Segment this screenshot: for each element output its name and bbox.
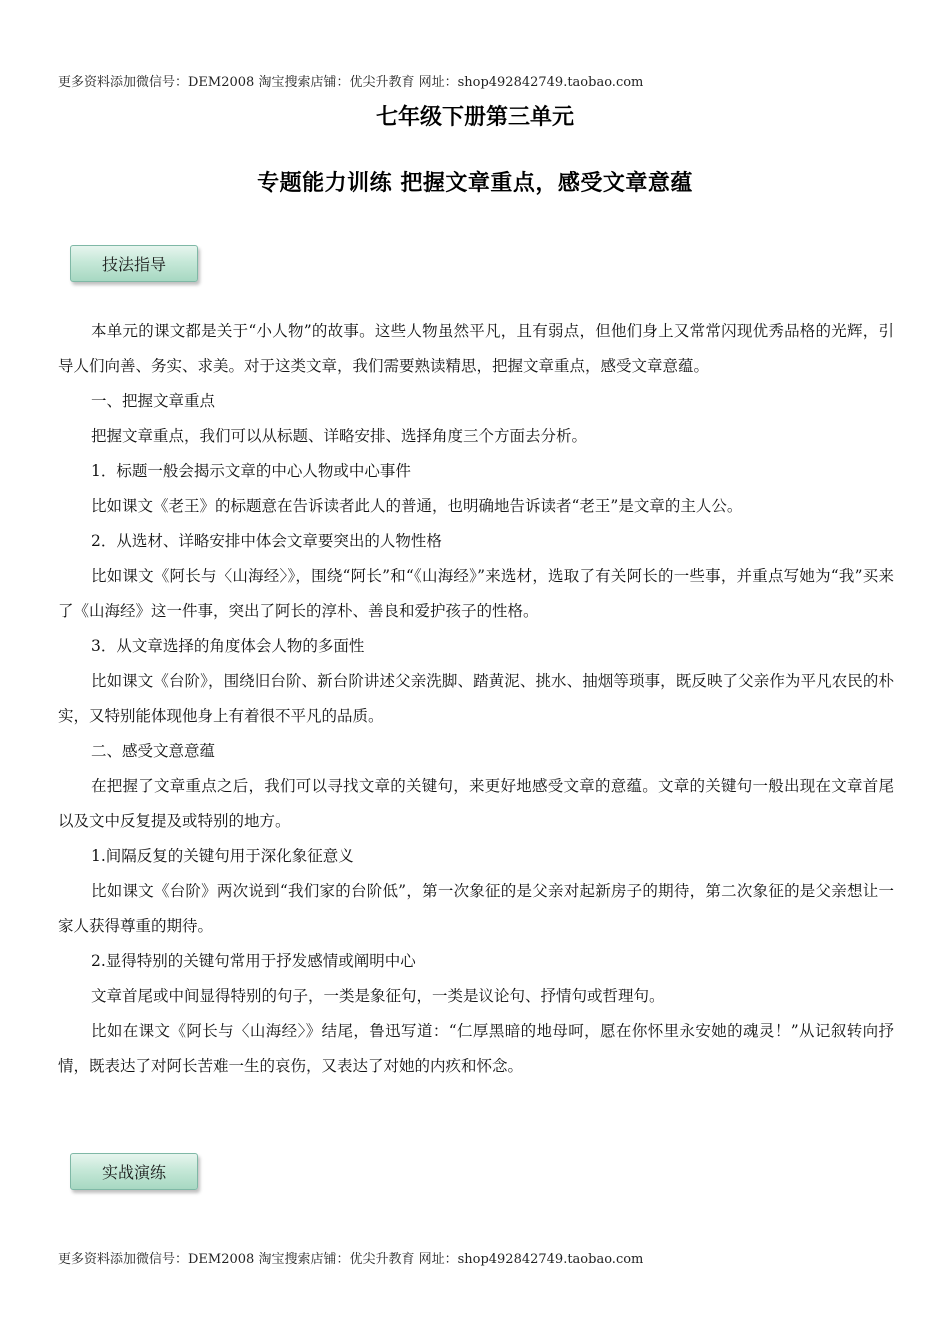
section-heading: 一、把握文章重点 xyxy=(91,392,216,410)
section-label-practice: 实战演练 xyxy=(70,1153,198,1190)
paragraph: 文章首尾或中间显得特别的句子，一类是象征句，一类是议论句、抒情句或哲理句。 xyxy=(91,987,665,1005)
paragraph: 比如课文《台阶》，围绕旧台阶、新台阶讲述父亲洗脚、踏黄泥、挑水、抽烟等琐事，既反映了父亲作为平凡农民的朴实，又特别能体现他身上有着很不平凡的品质。 xyxy=(58,672,894,725)
page-header: 更多资料添加微信号：DEM2008 淘宝搜索店铺：优尖升教育 网址：shop492842749.taobao.com xyxy=(58,75,644,90)
subheading: 3．从文章选择的角度体会人物的多面性 xyxy=(91,637,365,655)
paragraph: 在把握了文章重点之后，我们可以寻找文章的关键句，来更好地感受文章的意蕴。文章的关键句一般出现在文章首尾以及文中反复提及或特别的地方。 xyxy=(58,777,894,830)
paragraph: 比如课文《阿长与〈山海经〉》，围绕“阿长”和“《山海经》”来选材，选取了有关阿长的一些事，并重点写她为“我”买来了《山海经》这一件事，突出了阿长的淳朴、善良和爱护孩子的性格。 xyxy=(58,567,894,620)
document-subtitle: 专题能力训练 把握文章重点，感受文章意蕴 xyxy=(257,171,693,196)
section-heading: 二、感受文意意蕴 xyxy=(91,742,216,760)
section-label-guide: 技法指导 xyxy=(70,245,198,282)
paragraph: 本单元的课文都是关于“小人物”的故事。这些人物虽然平凡，且有弱点，但他们身上又常常闪现优秀品格的光辉，引导人们向善、务实、求美。对于这类文章，我们需要熟读精思，把握文章重点，感受文章意蕴。 xyxy=(58,322,894,375)
paragraph: 比如在课文《阿长与〈山海经〉》结尾，鲁迅写道：“仁厚黑暗的地母呵，愿在你怀里永安她的魂灵！”从记叙转向抒情，既表达了对阿长苦难一生的哀伤，又表达了对她的内疚和怀念。 xyxy=(58,1022,894,1075)
subheading: 1．标题一般会揭示文章的中心人物或中心事件 xyxy=(91,462,411,480)
paragraph: 比如课文《台阶》两次说到“我们家的台阶低”，第一次象征的是父亲对起新房子的期待，第二次象征的是父亲想让一家人获得尊重的期待。 xyxy=(58,882,894,935)
subheading: 2．从选材、详略安排中体会文章要突出的人物性格 xyxy=(91,532,442,550)
subheading: 1.间隔反复的关键句用于深化象征意义 xyxy=(91,847,354,865)
subheading: 2.显得特别的关键句常用于抒发感情或阐明中心 xyxy=(91,952,416,970)
body-text xyxy=(58,314,894,1084)
page-footer: 更多资料添加微信号：DEM2008 淘宝搜索店铺：优尖升教育 网址：shop492842749.taobao.com xyxy=(58,1252,644,1267)
document-title: 七年级下册第三单元 xyxy=(375,105,574,130)
paragraph: 把握文章重点，我们可以从标题、详略安排、选择角度三个方面去分析。 xyxy=(91,427,588,445)
paragraph: 比如课文《老王》的标题意在告诉读者此人的普通，也明确地告诉读者“老王”是文章的主人公。 xyxy=(91,497,743,515)
